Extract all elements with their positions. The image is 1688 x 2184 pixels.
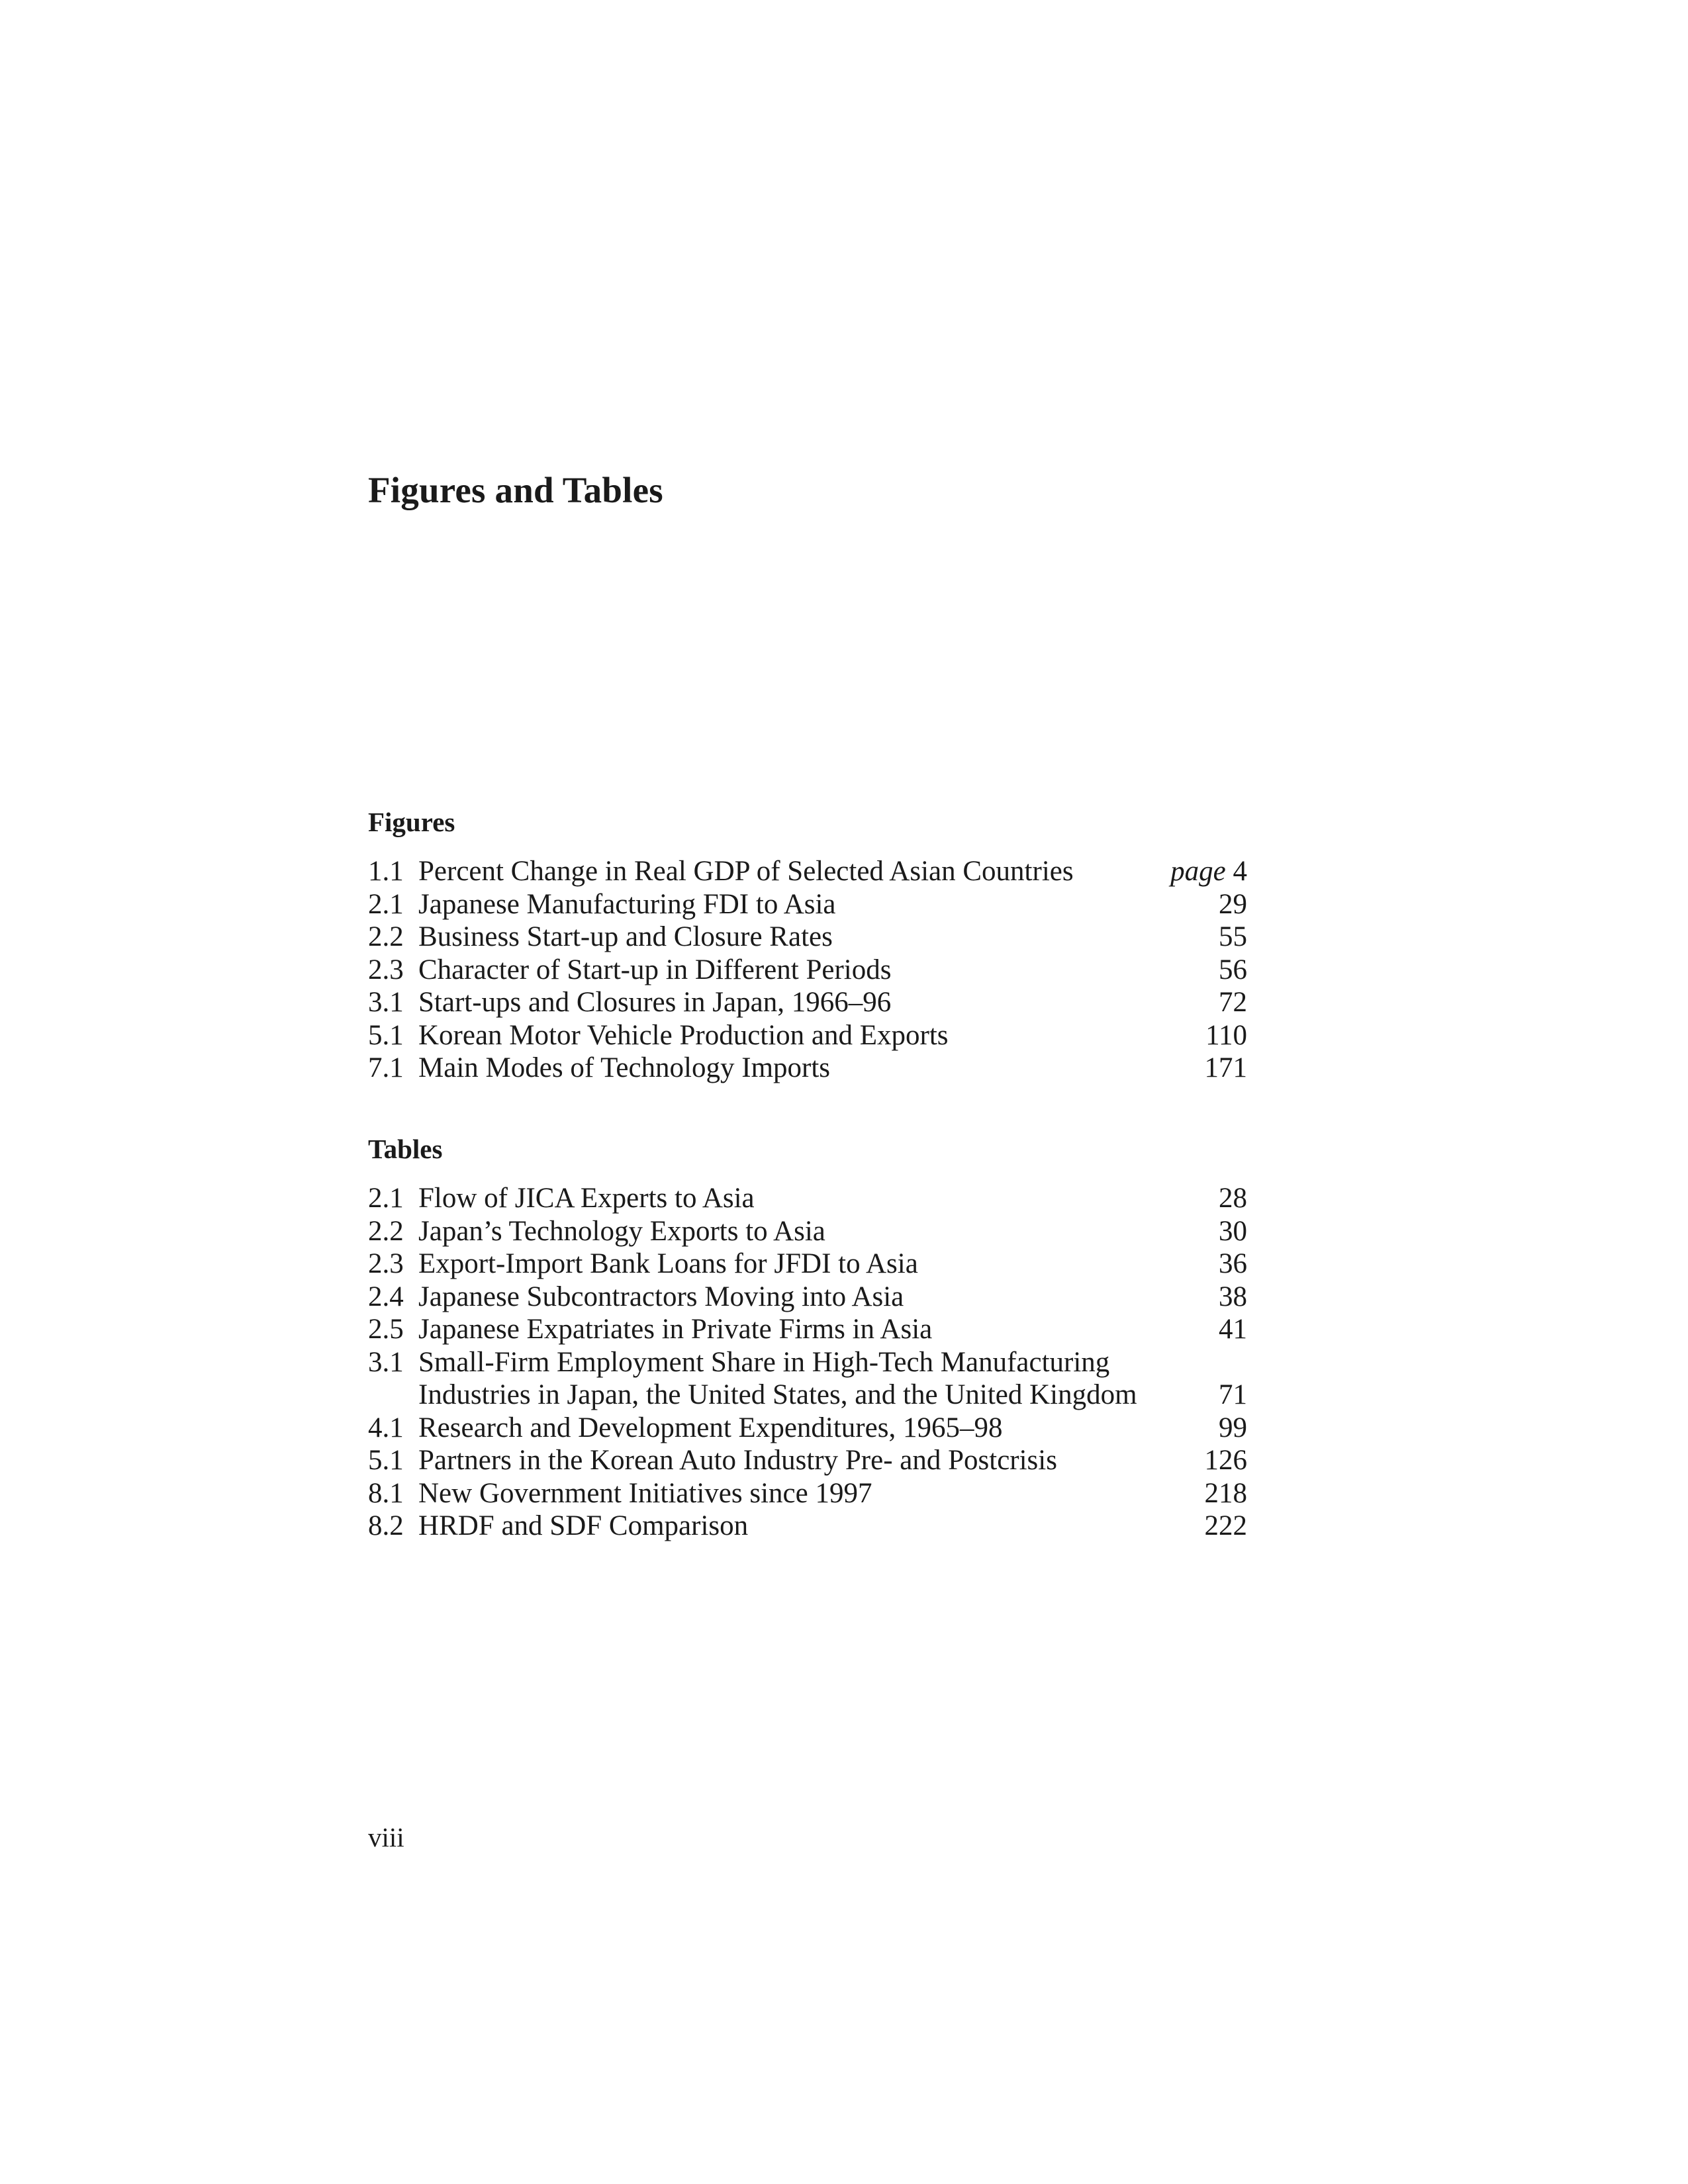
entry-page: 56 <box>1219 954 1247 985</box>
list-item <box>368 1346 1247 1412</box>
figures-heading: Figures <box>368 807 455 837</box>
list-item <box>368 1412 1247 1445</box>
entry-page: 218 <box>1204 1477 1247 1509</box>
list-item <box>368 1182 1247 1215</box>
entry-number: 1.1 <box>368 856 404 887</box>
tables-heading: Tables <box>368 1134 443 1164</box>
entry-number: 2.1 <box>368 1183 404 1214</box>
tables-list <box>368 1182 1247 1543</box>
entry-page: 71 <box>1219 1379 1247 1410</box>
entry-number: 3.1 <box>368 1346 404 1378</box>
entry-title: Japanese Manufacturing FDI to Asia <box>418 888 836 920</box>
entry-title: Character of Start-up in Different Periods <box>418 954 892 985</box>
entry-number: 5.1 <box>368 1019 404 1051</box>
entry-number: 2.2 <box>368 921 404 952</box>
entry-title: Main Modes of Technology Imports <box>418 1052 831 1083</box>
entry-number: 2.5 <box>368 1314 404 1345</box>
entry-title: Korean Motor Vehicle Production and Exports <box>418 1019 949 1051</box>
list-item <box>368 1281 1247 1314</box>
entry-title: Partners in the Korean Auto Industry Pre- and Postcrisis <box>418 1445 1057 1476</box>
entry-page: 99 <box>1219 1412 1247 1443</box>
entry-page: 72 <box>1219 987 1247 1018</box>
entry-title: Japanese Subcontractors Moving into Asia <box>418 1281 904 1312</box>
entry-number: 2.4 <box>368 1281 404 1312</box>
list-item <box>368 921 1247 954</box>
entry-title: Research and Development Expenditures, 1965–98 <box>418 1412 1003 1443</box>
page-number-folio: viii <box>368 1822 404 1852</box>
entry-page: 38 <box>1219 1281 1247 1312</box>
list-item <box>368 1019 1247 1052</box>
list-item <box>368 1477 1247 1510</box>
entry-page: 55 <box>1219 921 1247 952</box>
entry-page: 30 <box>1219 1215 1247 1247</box>
figures-list <box>368 855 1247 1085</box>
entry-number: 8.2 <box>368 1510 404 1541</box>
entry-title: New Government Initiatives since 1997 <box>418 1477 872 1509</box>
page-prefix: page <box>1170 856 1226 887</box>
entry-page: 171 <box>1204 1052 1247 1083</box>
list-item <box>368 1215 1247 1248</box>
entry-number: 4.1 <box>368 1412 404 1443</box>
entry-title: Percent Change in Real GDP of Selected Asian Countries <box>418 856 1074 887</box>
entry-number: 7.1 <box>368 1052 404 1083</box>
entry-number: 3.1 <box>368 987 404 1018</box>
list-item <box>368 1052 1247 1085</box>
entry-title: Start-ups and Closures in Japan, 1966–96 <box>418 987 892 1018</box>
list-item <box>368 855 1247 888</box>
entry-page: 41 <box>1219 1314 1247 1345</box>
entry-number: 8.1 <box>368 1477 404 1509</box>
entry-number: 2.1 <box>368 888 404 920</box>
list-item <box>368 1313 1247 1346</box>
list-item <box>368 1510 1247 1543</box>
entry-page: 29 <box>1219 888 1247 920</box>
list-item <box>368 1248 1247 1281</box>
page-title: Figures and Tables <box>368 469 663 510</box>
entry-title: Flow of JICA Experts to Asia <box>418 1183 755 1214</box>
entry-page <box>1170 855 1247 888</box>
entry-number: 5.1 <box>368 1445 404 1476</box>
entry-title: Small-Firm Employment Share in High-Tech Manufacturing Industries in Japan, the United States, and the United Kingdom <box>418 1346 1137 1410</box>
entry-title: Export-Import Bank Loans for JFDI to Asia <box>418 1248 918 1279</box>
entry-title: Japan’s Technology Exports to Asia <box>418 1215 825 1247</box>
entry-number: 2.2 <box>368 1215 404 1247</box>
list-item <box>368 1444 1247 1477</box>
entry-title: HRDF and SDF Comparison <box>418 1510 749 1541</box>
entry-page: 222 <box>1204 1510 1247 1541</box>
entry-title: Business Start-up and Closure Rates <box>418 921 833 952</box>
list-item <box>368 986 1247 1019</box>
entry-page: 110 <box>1205 1019 1247 1051</box>
entry-number: 2.3 <box>368 954 404 985</box>
entry-page: 36 <box>1219 1248 1247 1279</box>
entry-title: Japanese Expatriates in Private Firms in Asia <box>418 1314 933 1345</box>
page-number: 4 <box>1233 856 1247 887</box>
entry-number: 2.3 <box>368 1248 404 1279</box>
list-item <box>368 954 1247 987</box>
list-item <box>368 888 1247 921</box>
entry-page: 28 <box>1219 1183 1247 1214</box>
entry-page: 126 <box>1204 1445 1247 1476</box>
